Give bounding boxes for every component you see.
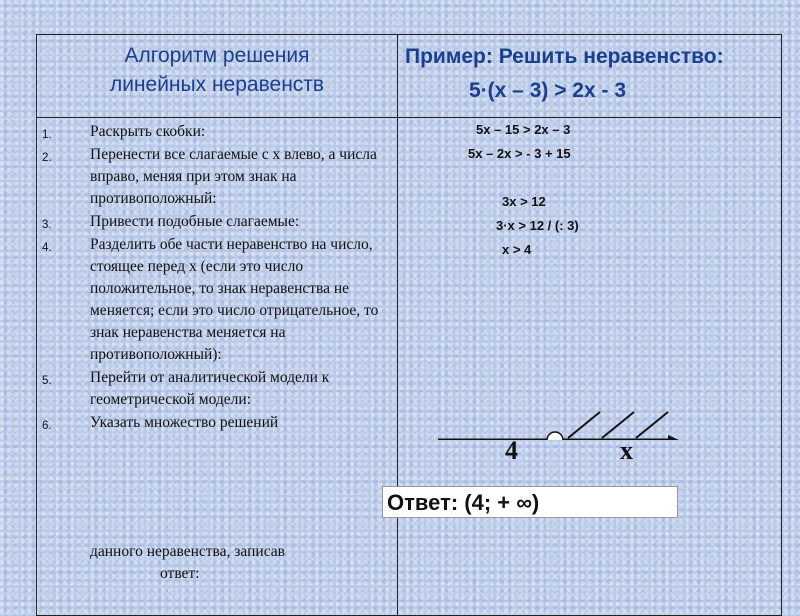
solution-line-3: 3x > 12 — [502, 194, 546, 209]
step-footer-text — [37, 541, 397, 585]
solution-line-2: 5x – 2x > - 3 + 15 — [468, 146, 571, 161]
list-item — [37, 121, 397, 143]
solution-line-1: 5x – 15 > 2x – 3 — [476, 122, 571, 137]
footer-line2: ответ: — [160, 565, 200, 582]
step-number: 5. — [42, 375, 52, 387]
left-header — [37, 41, 397, 99]
list-item — [37, 234, 397, 366]
list-item — [37, 211, 397, 233]
step-number: 3. — [42, 219, 52, 231]
hatch-mark — [602, 412, 634, 438]
open-point-icon — [547, 432, 563, 440]
list-item — [37, 367, 397, 411]
algorithm-table — [36, 34, 782, 616]
column-divider — [397, 35, 398, 615]
step-number: 4. — [42, 242, 52, 254]
hatch-mark — [636, 412, 668, 438]
list-item — [37, 412, 397, 434]
point-label: 4 — [505, 436, 518, 465]
number-line — [398, 390, 698, 440]
solution-line-5: x > 4 — [502, 242, 532, 257]
footer-line1: данного неравенства, записав — [90, 543, 285, 560]
step-number: 6. — [42, 420, 52, 432]
list-item — [37, 144, 397, 210]
step-text: Привести подобные слагаемые: — [90, 213, 300, 230]
header-divider — [37, 117, 781, 118]
step-text: Раскрыть скобки: — [90, 123, 206, 140]
right-header-title: Пример: Решить неравенство: — [405, 45, 724, 68]
solution-line-4: 3·x > 12 / (: 3) — [496, 218, 579, 233]
algorithm-steps-list — [37, 121, 397, 435]
answer-box: Ответ: (4; + ∞) — [382, 486, 678, 518]
step-text: Указать множество решений — [90, 414, 279, 431]
step-text: Перенести все слагаемые с x влево, а числа вправо, меняя при этом знак на противоположный: — [90, 146, 377, 207]
left-header-line1: Алгоритм решения — [124, 44, 310, 67]
axis-arrow-icon — [668, 435, 679, 440]
step-number: 2. — [42, 152, 52, 164]
hatch-mark — [568, 412, 600, 438]
axis-label: x — [620, 436, 633, 465]
step-number: 1. — [42, 129, 52, 141]
step-text: Разделить обе части неравенство на число, стоящее перед x (если это число положительное, то знак неравенства не меняется; если это число отрицательное, то знак неравенства меняется на противоположный): — [90, 236, 379, 363]
left-header-line2: линейных неравенств — [109, 73, 325, 96]
step-text: Перейти от аналитической модели к геометрической модели: — [90, 369, 330, 408]
right-header-expression: 5·(x – 3) > 2x - 3 — [469, 79, 626, 102]
